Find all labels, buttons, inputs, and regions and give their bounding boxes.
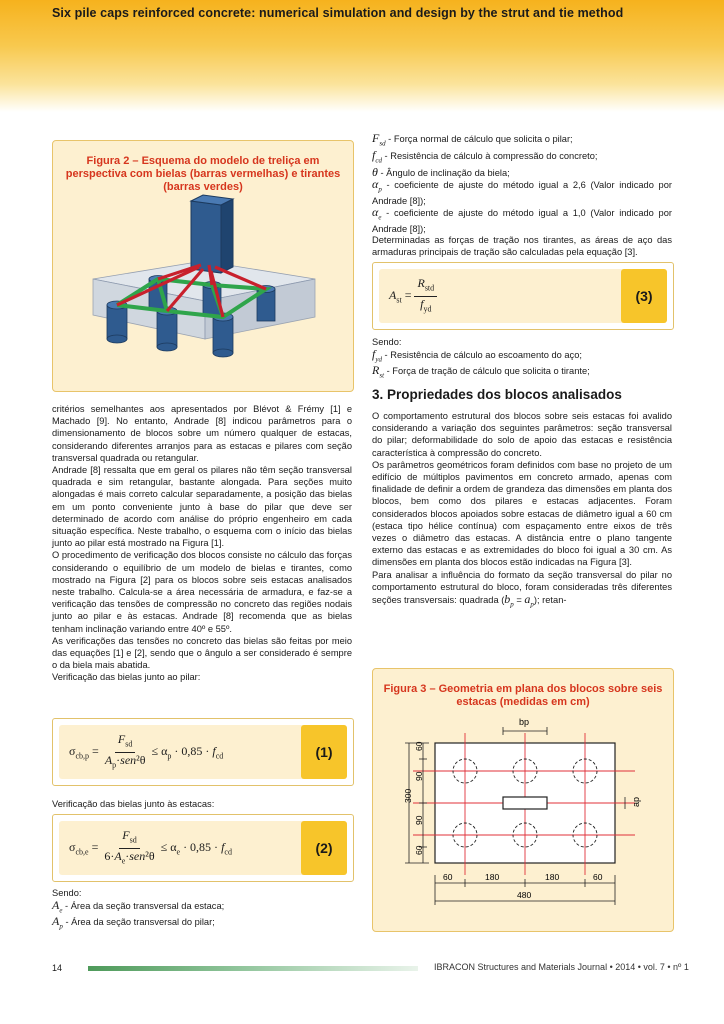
dim-480: 480 [517,890,532,900]
running-title: Six pile caps reinforced concrete: numerical simulation and design by the strut and tie method [52,6,624,20]
equation-2-box [52,814,354,882]
dim-h-180-left: 180 [485,872,500,882]
figure-2-title: Figura 2 – Esquema do modelo de treliça em perspectiva com bielas (barras vermelhas) e tirantes (barras verdes) [65,155,341,193]
figure-2-panel [52,140,354,392]
footer-decorative-bar [88,966,418,971]
paragraph: O procedimento de verificação dos blocos consiste no cálculo das forças considerando o equilíbrio de um modelo de bielas e tirantes, como mostrado na Figura [2] para os blocos sobre seis estacas analisados neste trabalho. Calcula-se a área necessária de armadura, e faz-se a verificação das tensões de compressão no concreto das regiões nodais junto ao pilar e às estacas. Andrade [8] recomenda que as bielas tenham inclinação variando entre 40º e 55º. [52,550,352,634]
definition-ap: - Área da seção transversal do pilar; [65,917,215,928]
paragraph: Verificação das bielas junto às estacas: [52,799,215,809]
dim-60-top: 60 [414,741,424,751]
figure-3-geometry-drawing [373,711,673,931]
equation-1-number: (1) [301,725,347,779]
definition-fyd: - Resistência de cálculo ao escoamento do aço; [384,349,582,360]
left-column-text [52,403,352,684]
dim-90-upper: 90 [414,771,424,781]
definition-theta: - Ângulo de inclinação da biela; [380,167,510,178]
definition-alpha-e: - coeficiente de ajuste do método igual a 1,0 (Valor indicado por Andrade [8]); [372,208,672,234]
paragraph: Andrade [8] ressalta que em geral os pilares não têm seção transversal quadrada e sim retangular, bastante alongada. Para seções muito alongadas é mais correto calcular separadamente, a posição das bielas em um ponto conveniente junto à base do pilar que deve ser determinado de acordo com análise do próprio engenheiro em cada situação específica. Neste trabalho, o esquema com o início das bielas junto ao pilar está mostrado na Figura [1]. [52,465,352,549]
definition-fsd: - Força normal de cálculo que solicita o pilar; [388,134,573,144]
paragraph: Verificação das bielas junto ao pilar: [52,672,201,683]
journal-footer: IBRACON Structures and Materials Journal • 2014 • vol. 7 • nº 1 [434,962,689,972]
definition-ae: - Área da seção transversal da estaca; [65,900,225,911]
definition-alpha-p: - coeficiente de ajuste do método igual a 2,6 (Valor indicado por Andrade [8]); [372,180,672,206]
definition-fcd: - Resistência de cálculo à compressão do concreto; [384,150,598,161]
dim-h-60-right: 60 [593,872,603,882]
equation-1-box [52,718,354,786]
equation-3-formula: $A_{st}$ = $\frac{R_{std}}{f_{yd}}$ [389,263,440,329]
equation-2-formula: $\sigma_{cb,e}$ = $\frac{F_{sd}}{6\cdot A_e\cdot sen^2\theta}$ ≤ $\alpha_e \cdot 0,85 \cdot f_{cd}$ [69,828,232,865]
figure-3-panel [372,668,674,932]
right-column-definitions-2: Sendo: $f_{yd}$ - Resistência de cálculo ao escoamento do aço; $R_{st}$ - Força de tração de cálculo que solicita o tirante; [372,337,672,382]
dim-h-60-left: 60 [443,872,453,882]
dim-60-bottom: 60 [414,845,424,855]
sendo-label: Sendo: [52,888,82,898]
left-column-definitions: Sendo: $A_e$ - Área da seção transversal da estaca; $A_p$ - Área da seção transversal do pilar; [52,888,352,933]
figure-2-truss-illustration [53,181,353,391]
dim-h-180-right: 180 [545,872,560,882]
equation-3-number: (3) [621,269,667,323]
right-column-text [372,410,672,611]
label-ap: ap [631,796,641,807]
paragraph: O comportamento estrutural dos blocos sobre seis estacas foi avalido considerando a variação dos seguintes parâmetros: seção transversal do pilar; deformabilidade do solo de apoio das estacas e resistência característica à compressão do concreto. [372,411,672,458]
section-3-heading: 3. Propriedades dos blocos analisados [372,387,622,402]
equation-3-box [372,262,674,330]
paragraph: critérios semelhantes aos apresentados por Blévot & Frémy [1] e Machado [9]. No entanto, Andrade [8] indicou parâmetros para o dimensionamento de blocos sobre um número qualquer de estacas, considerando diferentes arranjos para as estacas e pilares com seção transversal quadrada ou retangular. [52,404,352,463]
sendo-label: Sendo: [372,337,402,347]
equation-1-formula: $\sigma_{cb,p}$ = $\frac{F_{sd}}{A_p\cdot sen^2\theta}$ ≤ $\alpha_p \cdot 0,85 \cdot f_{cd}$ [69,732,224,769]
left-column-text [52,798,352,810]
page-number: 14 [52,963,63,973]
dim-90-lower: 90 [414,815,424,825]
paragraph: Os parâmetros geométricos foram definidos com base no projeto de um edifício de múltiplos pavimentos em concreto armado, apenas com finalidade de definir a ordem de grandeza das dimensões em planta dos blocos, bem como dos pilares e estacas adjacentes. Foram considerados blocos apoiados sobre estacas de diâmetro igual a 60 cm (estaca tipo hélice contínua) com espaçamento entre eixos de três vezes o diâmetro das estacas. A distância entre o plano tangente externo das estacas e as extremidades do bloco foi igual a 30 cm. As dimensões em planta dos blocos estão indicadas na Figura [3]. [372,459,672,568]
paragraph: Para analisar a influência do formato da seção transversal do pilar no comportamento estrutural do bloco, foram consideradas três diferentes seções transversais: quadrada $(b_p = a_p)$; retan- [372,569,672,609]
right-column-definitions: $F_{sd}$ - Força normal de cálculo que solicita o pilar; $f_{cd}$ - Resistência de cálculo à compressão do concreto; θ - Ângulo de inclinação da biela; $\alpha_p$ - coeficiente de ajuste do método igual a 2,6 (Valor indicado por Andrade [8]); $\alpha_e$ - coeficiente de ajuste do método igual a 1,0 (Valor indicado por Andrade [8]); Determinadas as forças de tração nos tirantes, as áreas de aço das armaduras principais de tração são calculadas pela equação [3]. [372,131,672,257]
equation-2-number: (2) [301,821,347,875]
paragraph: Determinadas as forças de tração nos tirantes, as áreas de aço das armaduras principais de tração são calculadas pela equação [3]. [372,235,672,257]
label-bp: bp [519,717,530,727]
dim-300: 300 [403,788,413,803]
figure-3-title: Figura 3 – Geometria em plana dos blocos sobre seis estacas (medidas em cm) [383,683,663,708]
paragraph: As verificações das tensões no concreto das bielas são feitas por meio das equações [1] e [2], sendo que o ângulo a ser considerado é sempre o da biela mais abatida. [52,635,352,671]
definition-rst: - Força de tração de cálculo que solicita o tirante; [386,366,590,377]
